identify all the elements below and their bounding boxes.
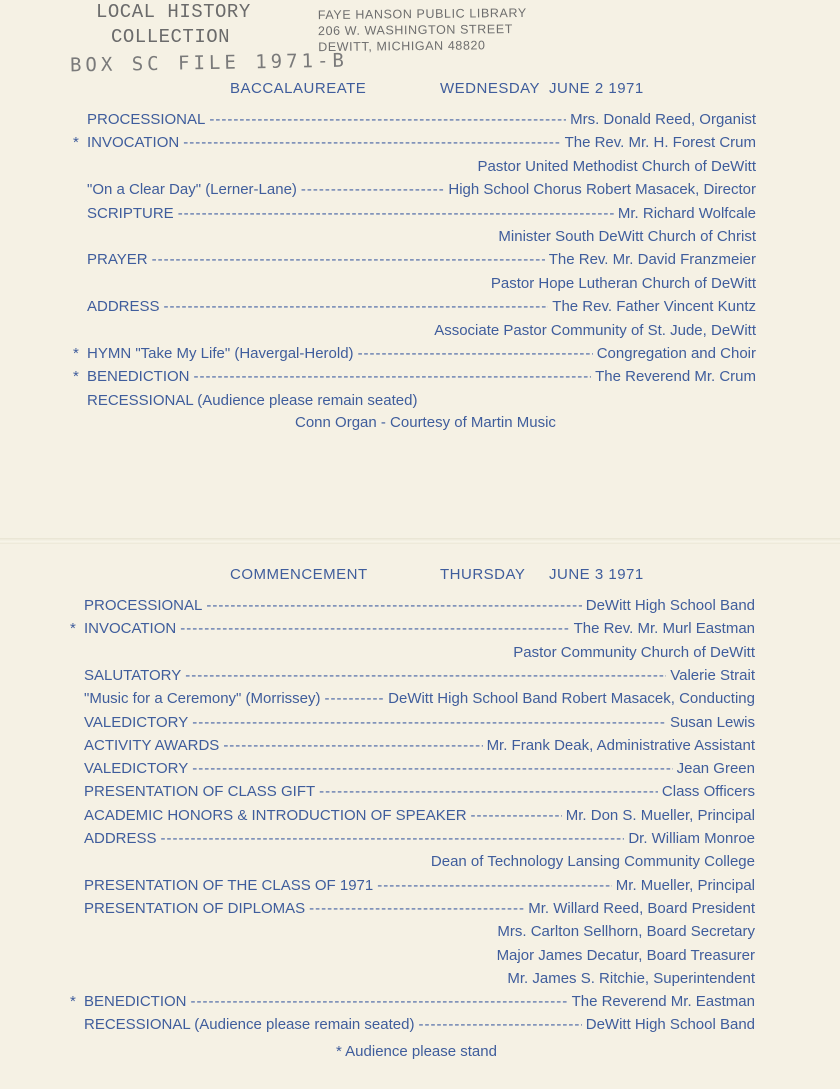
program-item-participant: DeWitt High School Band: [585, 1016, 755, 1034]
stand-marker: *: [73, 368, 79, 386]
dotted-leader: [301, 181, 444, 198]
program-row: [87, 181, 756, 203]
program-item-participant: DeWitt High School Band Robert Masacek, Conducting: [388, 690, 755, 708]
dotted-leader: [183, 134, 560, 151]
library-name: FAYE HANSON PUBLIC LIBRARY: [317, 5, 527, 23]
program-row: [84, 830, 755, 852]
program-row: [84, 597, 755, 619]
program-item-participant: Dr. William Monroe: [628, 830, 755, 847]
program-item-participant: The Rev. Mr. Murl Eastman: [573, 620, 755, 638]
program-item-label: PRAYER: [87, 251, 148, 269]
program-row: [87, 392, 756, 414]
dotted-leader: [161, 830, 625, 847]
baccalaureate-day: WEDNESDAY: [440, 80, 541, 97]
program-sub-line: Dean of Technology Lansing Community College: [430, 853, 755, 871]
program-item-participant: The Rev. Mr. H. Forest Crum: [564, 134, 756, 152]
stand-marker: *: [73, 134, 79, 152]
program-row: [70, 993, 755, 1015]
stand-marker: *: [70, 993, 76, 1011]
library-city: DEWITT, MICHIGAN 48820: [318, 38, 486, 55]
program-item-participant: The Reverend Mr. Eastman: [571, 993, 755, 1011]
baccalaureate-date: JUNE 2 1971: [549, 80, 644, 97]
program-item-label: RECESSIONAL (Audience please remain seated): [87, 391, 418, 409]
program-row: [87, 298, 756, 320]
program-sub-line: Mrs. Carlton Sellhorn, Board Secretary: [497, 923, 755, 941]
program-item-label: ACADEMIC HONORS & INTRODUCTION OF SPEAKER: [84, 806, 467, 824]
program-item-participant: The Reverend Mr. Crum: [595, 368, 756, 386]
program-item-label: BENEDICTION: [87, 368, 190, 386]
program-item-label: PROCESSIONAL: [84, 597, 203, 614]
program-item-label: PRESENTATION OF CLASS GIFT: [84, 783, 316, 801]
dotted-leader: [180, 620, 569, 637]
dotted-leader: [377, 877, 612, 894]
program-item-participant: Mrs. Donald Reed, Organist: [570, 111, 756, 128]
program-row: [84, 900, 755, 922]
dotted-leader: [325, 690, 385, 707]
library-street: 206 W. WASHINGTON STREET: [317, 22, 514, 39]
program-item-participant: Mr. Mueller, Principal: [615, 876, 755, 894]
program-item-participant: Mr. Willard Reed, Board President: [528, 899, 755, 917]
program-sub-line: Pastor Community Church of DeWitt: [513, 643, 755, 661]
program-item-label: SCRIPTURE: [87, 204, 174, 222]
program-row: [73, 345, 756, 367]
program-sub-line: Major James Decatur, Board Treasurer: [496, 946, 755, 964]
program-item-label: INVOCATION: [87, 134, 180, 152]
program-item-label: BENEDICTION: [84, 993, 187, 1011]
program-item-label: "On a Clear Day" (Lerner-Lane): [87, 181, 297, 199]
paper-fold: [0, 538, 840, 544]
stamp-line-2: COLLECTION: [111, 26, 231, 48]
program-item-label: INVOCATION: [84, 620, 177, 638]
program-item-participant: Mr. Frank Deak, Administrative Assistant: [486, 736, 755, 754]
stand-marker: *: [70, 620, 76, 638]
commencement-day: THURSDAY: [440, 566, 526, 583]
dotted-leader: [178, 205, 614, 222]
dotted-leader: [192, 760, 672, 777]
program-sub-line: Minister South DeWitt Church of Christ: [498, 228, 756, 245]
program-item-label: "Music for a Ceremony" (Morrissey): [84, 690, 321, 708]
baccalaureate-title: BACCALAUREATE: [230, 80, 367, 97]
stamp-line-1: LOCAL HISTORY: [96, 1, 251, 23]
program-row: [84, 667, 755, 689]
program-item-participant: Class Officers: [661, 783, 755, 801]
dotted-leader: [209, 111, 566, 128]
program-row: [73, 368, 756, 390]
dotted-leader: [194, 368, 592, 385]
program-row: [84, 1016, 755, 1038]
program-item-label: PROCESSIONAL: [87, 111, 206, 128]
local-history-stamp: [96, 0, 251, 50]
program-item-participant: Susan Lewis: [669, 713, 755, 731]
program-sub-line: Pastor United Methodist Church of DeWitt: [477, 157, 756, 175]
program-sub-line: Pastor Hope Lutheran Church of DeWitt: [490, 274, 756, 292]
dotted-leader: [185, 667, 666, 684]
program-item-participant: Mr. Don S. Mueller, Principal: [565, 806, 755, 824]
program-row: [84, 783, 755, 805]
dotted-leader: [164, 298, 549, 315]
program-item-participant: DeWitt High School Band: [585, 597, 755, 614]
program-item-participant: The Rev. Father Vincent Kuntz: [552, 298, 756, 316]
program-item-participant: The Rev. Mr. David Franzmeier: [548, 251, 756, 269]
program-row: [73, 134, 756, 156]
dotted-leader: [192, 714, 666, 731]
program-item-participant: Jean Green: [676, 760, 755, 778]
program-row: [87, 111, 756, 133]
program-row: [84, 877, 755, 899]
handwritten-file-note: BOX SC FILE 1971-B: [69, 49, 349, 77]
program-item-participant: Congregation and Choir: [596, 345, 756, 362]
commencement-date: JUNE 3 1971: [549, 566, 644, 583]
program-item-label: SALUTATORY: [84, 666, 182, 684]
program-row: [87, 251, 756, 273]
program-item-label: PRESENTATION OF THE CLASS OF 1971: [84, 876, 374, 894]
program-sub-line: Associate Pastor Community of St. Jude, DeWitt: [434, 321, 756, 339]
program-sub-line: Mr. James S. Ritchie, Superintendent: [507, 969, 755, 987]
program-row: [84, 737, 755, 759]
dotted-leader: [191, 993, 568, 1010]
dotted-leader: [418, 1016, 581, 1033]
program-item-label: HYMN "Take My Life" (Havergal-Herold): [87, 345, 354, 362]
dotted-leader: [319, 783, 658, 800]
program-item-label: RECESSIONAL (Audience please remain seated): [84, 1016, 415, 1034]
dotted-leader: [471, 807, 562, 824]
program-row: [70, 620, 755, 642]
program-item-label: VALEDICTORY: [84, 713, 189, 731]
commencement-title: COMMENCEMENT: [230, 566, 368, 583]
stand-marker: *: [73, 345, 79, 362]
program-item-label: ADDRESS: [84, 830, 157, 847]
program-item-participant: High School Chorus Robert Masacek, Director: [448, 181, 756, 199]
dotted-leader: [358, 345, 593, 362]
program-row: [84, 760, 755, 782]
program-item-participant: Valerie Strait: [670, 666, 755, 684]
program-item-label: PRESENTATION OF DIPLOMAS: [84, 899, 306, 917]
dotted-leader: [309, 900, 524, 917]
program-item-label: VALEDICTORY: [84, 760, 189, 778]
dotted-leader: [206, 597, 581, 614]
dotted-leader: [152, 251, 545, 268]
program-item-label: ACTIVITY AWARDS: [84, 736, 220, 754]
program-row: [84, 714, 755, 736]
program-row: [87, 205, 756, 227]
program-item-label: ADDRESS: [87, 298, 160, 316]
stand-footnote: * Audience please stand: [336, 1043, 497, 1060]
program-row: [84, 807, 755, 829]
organ-note: Conn Organ - Courtesy of Martin Music: [295, 414, 556, 431]
dotted-leader: [223, 737, 482, 754]
library-address-stamp: [318, 5, 527, 55]
program-row: [84, 690, 755, 712]
program-item-participant: Mr. Richard Wolfcale: [617, 204, 756, 222]
